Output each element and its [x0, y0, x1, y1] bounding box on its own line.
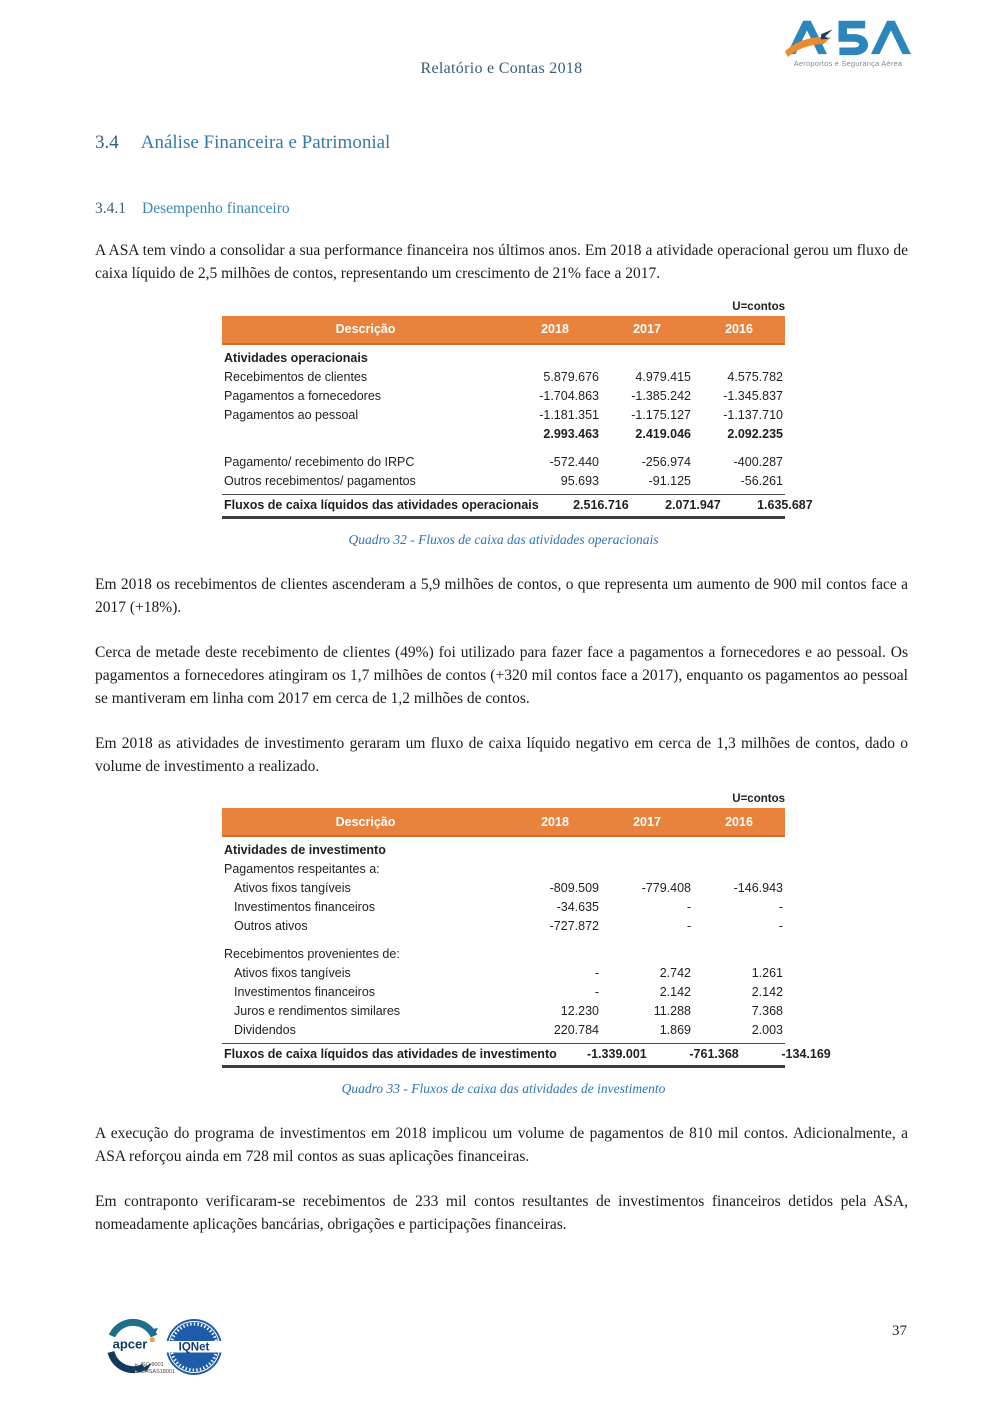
row-value: -: [778, 919, 783, 934]
row-value: -146.943: [733, 881, 783, 896]
apcer-certification-labels: ► ISO 9001 ► OHSAS18001: [134, 1362, 176, 1375]
table-caption: Quadro 32 - Fluxos de caixa das atividades operacionais: [348, 531, 659, 547]
table-row: [222, 898, 785, 917]
row-value: -: [778, 900, 783, 915]
row-value: 12.230: [560, 1004, 599, 1019]
row-label: Ativos fixos tangíveis: [234, 881, 351, 896]
table-row: [222, 494, 813, 519]
row-value: -1.704.863: [539, 388, 599, 403]
table-row: [222, 368, 785, 387]
row-value: [693, 841, 785, 860]
row-value: -: [594, 985, 599, 1000]
column-header-2017: 2017: [633, 814, 661, 829]
row-value: [601, 860, 693, 879]
row-label: Pagamentos ao pessoal: [224, 407, 359, 422]
table-row: [222, 983, 785, 1002]
paragraph-5: A execução do programa de investimentos em 2018 implicou um volume de pagamentos de 810 mil contos. Adicionalmente, a ASA reforçou ainda em 728 mil contos as suas aplicações financeiras.: [95, 1125, 908, 1166]
row-value: -1.181.351: [539, 407, 599, 422]
row-value: 2.142: [751, 985, 783, 1000]
row-value: -: [686, 900, 691, 915]
row-label: Atividades operacionais: [224, 350, 368, 365]
row-label: Outros recebimentos/ pagamentos: [224, 473, 416, 488]
column-header-2018: 2018: [541, 814, 569, 829]
arrow-bullet-icon: ►: [134, 1369, 139, 1375]
table-row: [222, 1043, 831, 1068]
row-value: -: [594, 966, 599, 981]
table-row: [222, 841, 785, 860]
table-row: [222, 917, 785, 936]
row-label: Recebimentos provenientes de:: [224, 947, 400, 962]
table-caption: Quadro 33 - Fluxos de caixa das atividades de investimento: [341, 1081, 666, 1097]
arrow-bullet-icon: ►: [134, 1362, 139, 1368]
row-value: 1.261: [751, 966, 783, 981]
table-row: [222, 453, 785, 472]
row-value: [509, 860, 601, 879]
row-label: Investimentos financeiros: [234, 985, 376, 1000]
row-label: Pagamento/ recebimento do IRPC: [224, 454, 415, 469]
row-label: Ativos fixos tangíveis: [234, 966, 351, 981]
asa-logo: [780, 16, 916, 68]
subsection-number: 3.4.1: [95, 200, 126, 217]
document-title: Relatório e Contas 2018: [420, 60, 583, 77]
row-value: 2.742: [659, 966, 691, 981]
column-header-2016: 2016: [725, 322, 753, 337]
row-value: -34.635: [556, 900, 599, 915]
table-body: [222, 345, 813, 519]
table-row: [222, 387, 785, 406]
table-row: [222, 964, 785, 983]
apcer-badge: [104, 1316, 176, 1382]
row-value: -779.408: [641, 881, 691, 896]
row-value: 4.575.782: [727, 369, 783, 384]
table-header-row: [222, 316, 785, 345]
row-value: -727.872: [549, 919, 599, 934]
table-row: [222, 860, 785, 879]
row-value: 2.142: [659, 985, 691, 1000]
column-header-2017: 2017: [633, 322, 661, 337]
row-label: Dividendos: [234, 1023, 296, 1038]
row-value: -1.345.837: [723, 388, 783, 403]
row-value: [601, 349, 693, 368]
row-label: Juros e rendimentos similares: [234, 1004, 401, 1019]
row-value: 2.071.947: [665, 497, 721, 512]
table-row: [222, 472, 785, 491]
row-value: 11.288: [653, 1004, 691, 1019]
row-value: -1.339.001: [586, 1047, 647, 1062]
paragraph-2: Em 2018 os recebimentos de clientes ascenderam a 5,9 milhões de contos, o que representa um aumento de 900 mil contos face a 2017 (+18%).: [95, 575, 908, 616]
table-row: [222, 945, 785, 964]
row-value: [601, 945, 693, 964]
logo-tagline: Aeroportos e Segurança Aérea: [793, 59, 903, 68]
column-header-descricao: Descrição: [335, 322, 396, 337]
row-value: [601, 841, 693, 860]
table-row: [222, 425, 785, 444]
row-value: 2.516.716: [573, 497, 629, 512]
table-row: [222, 349, 785, 368]
row-value: 2.092.235: [727, 426, 783, 441]
table-header-row: [222, 808, 785, 837]
row-label: Fluxos de caixa líquidos das atividades operacionais: [224, 497, 539, 512]
row-value: [693, 860, 785, 879]
row-value: [509, 841, 601, 860]
row-value: 1.869: [659, 1023, 691, 1038]
row-value: -134.169: [781, 1047, 831, 1062]
row-label: Recebimentos de clientes: [224, 369, 368, 384]
paragraph-1: A ASA tem vindo a consolidar a sua performance financeira nos últimos anos. Em 2018 a atividade operacional gerou um fluxo de caixa líquido de 2,5 milhões de contos, representando um crescimento de 21% face a 2017.: [95, 242, 908, 282]
unit-label: U=contos: [732, 793, 785, 806]
row-label: Pagamentos a fornecedores: [224, 388, 382, 403]
row-label: Pagamentos respeitantes a:: [224, 862, 380, 877]
row-value: -809.509: [549, 881, 599, 896]
row-value: -1.385.242: [631, 388, 691, 403]
table-investment-cashflows: [222, 793, 831, 1097]
row-value: 5.879.676: [543, 369, 599, 384]
row-value: 7.368: [751, 1004, 783, 1019]
paragraph-3: Cerca de metade deste recebimento de clientes (49%) foi utilizado para fazer face a pagamentos a fornecedores e ao pessoal. Os pagamentos a fornecedores atingiram os 1,7 milhões de contos (+320 mil contos face a 2017), enquanto os pagamentos ao pessoal se mantiveram em linha com 2017 em cerca de 1,2 milhões de contos.: [95, 643, 908, 707]
row-value: -1.137.710: [723, 407, 783, 422]
column-header-2018: 2018: [541, 322, 569, 337]
unit-label: U=contos: [732, 300, 785, 313]
svg-text:IQNet: IQNet: [178, 1341, 210, 1353]
section-title: Análise Financeira e Patrimonial: [140, 132, 391, 153]
table-body: [222, 837, 831, 1068]
row-value: [693, 349, 785, 368]
row-value: -256.974: [641, 454, 691, 469]
subsection-title: Desempenho financeiro: [142, 200, 290, 217]
document-header: [95, 14, 908, 106]
table-row: [222, 1002, 785, 1021]
row-label: Fluxos de caixa líquidos das atividades de investimento: [224, 1047, 557, 1062]
table-operational-cashflows: [222, 300, 813, 548]
asa-logo-icon: [782, 16, 914, 58]
section-number: 3.4: [95, 132, 119, 153]
row-label: Outros ativos: [234, 919, 308, 934]
row-label: Investimentos financeiros: [234, 900, 376, 915]
row-value: -56.261: [740, 473, 783, 488]
row-value: -: [686, 919, 691, 934]
row-value: 1.635.687: [757, 497, 813, 512]
table-row: [222, 406, 785, 425]
row-value: -91.125: [648, 473, 691, 488]
table-row: [222, 879, 785, 898]
row-value: 4.979.415: [635, 369, 691, 384]
paragraph-6: Em contraponto verificaram-se recebimentos de 233 mil contos resultantes de investimentos financeiros detidos pela ASA, nomeadamente aplicações bancárias, obrigações e participações financeiras.: [95, 1193, 908, 1234]
row-value: -1.175.127: [631, 407, 691, 422]
row-value: 95.693: [560, 473, 599, 488]
svg-text:apcer: apcer: [112, 1336, 148, 1352]
row-label: Atividades de investimento: [224, 843, 386, 858]
row-value: 2.993.463: [543, 426, 599, 441]
row-value: -572.440: [549, 454, 599, 469]
table-row: [222, 1021, 785, 1040]
row-value: 2.003: [751, 1023, 783, 1038]
row-value: 220.784: [553, 1023, 599, 1038]
row-value: -761.368: [689, 1047, 739, 1062]
column-header-2016: 2016: [725, 814, 753, 829]
row-value: [509, 349, 601, 368]
column-header-descricao: Descrição: [335, 814, 396, 829]
certification-logos: [104, 1316, 224, 1382]
row-value: [693, 945, 785, 964]
row-value: [509, 945, 601, 964]
row-value: -400.287: [733, 454, 783, 469]
row-label: [222, 425, 509, 444]
paragraph-4: Em 2018 as atividades de investimento geraram um fluxo de caixa líquido negativo em cerca de 1,3 milhões de contos, dado o volume de investimento a realizado.: [95, 734, 908, 775]
row-value: 2.419.046: [635, 426, 691, 441]
page-number: 37: [892, 1323, 907, 1339]
section-heading: [95, 132, 908, 154]
subsection-heading: [95, 200, 908, 218]
